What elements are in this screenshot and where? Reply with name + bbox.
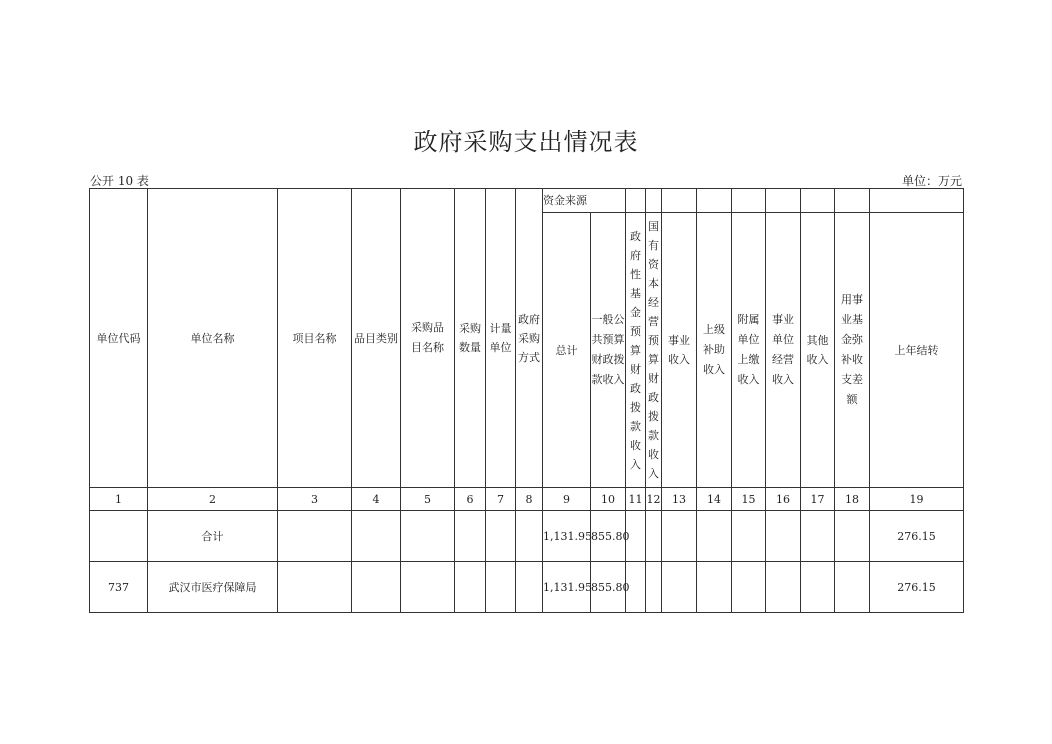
empty-cell: [662, 562, 697, 613]
column-number: 5: [401, 488, 455, 511]
header-business-income: 事业收入: [662, 213, 697, 488]
row-total: 1,131.95: [543, 511, 591, 562]
row-carryover: 276.15: [870, 511, 964, 562]
empty-cell: [766, 562, 801, 613]
empty-cell: [278, 511, 352, 562]
header-spacer: [801, 189, 835, 213]
row-total: 1,131.95: [543, 562, 591, 613]
form-number: 公开 10 表: [90, 174, 149, 188]
empty-cell: [766, 511, 801, 562]
empty-cell: [697, 511, 732, 562]
column-number: 9: [543, 488, 591, 511]
empty-cell: [732, 511, 766, 562]
header-item-category: 品目类别: [352, 189, 401, 488]
row-carryover: 276.15: [870, 562, 964, 613]
empty-cell: [801, 562, 835, 613]
column-number: 10: [591, 488, 626, 511]
empty-cell: [646, 511, 662, 562]
empty-cell: [516, 562, 543, 613]
table-row: [90, 562, 964, 613]
empty-cell: [455, 562, 486, 613]
column-number: 19: [870, 488, 964, 511]
header-superior-subsidy: 上级补助收入: [697, 213, 732, 488]
row-general-budget: 855.80: [591, 562, 626, 613]
header-affiliated-income: 附属单位上缴收入: [732, 213, 766, 488]
header-spacer: [646, 189, 662, 213]
column-number: 1: [90, 488, 148, 511]
header-spacer: [835, 189, 870, 213]
header-spacer: [766, 189, 801, 213]
header-general-budget: 一般公共预算财政拨款收入: [591, 213, 626, 488]
row-unit-name: 合计: [148, 511, 278, 562]
empty-cell: [486, 562, 516, 613]
empty-cell: [835, 562, 870, 613]
empty-cell: [732, 562, 766, 613]
empty-cell: [455, 511, 486, 562]
header-spacer: [732, 189, 766, 213]
row-unit-name: 武汉市医疗保障局: [148, 562, 278, 613]
header-unit-name: 单位名称: [148, 189, 278, 488]
header-spacer: [870, 189, 964, 213]
column-number: 2: [148, 488, 278, 511]
empty-cell: [646, 562, 662, 613]
header-other-income: 其他收入: [801, 213, 835, 488]
header-purchase-method: 政府采购方式: [516, 189, 543, 488]
header-measure-unit: 计量单位: [486, 189, 516, 488]
header-spacer: [697, 189, 732, 213]
empty-cell: [697, 562, 732, 613]
header-fund-source: 资金来源: [543, 189, 626, 213]
header-quantity: 采购数量: [455, 189, 486, 488]
column-number: 7: [486, 488, 516, 511]
row-general-budget: 855.80: [591, 511, 626, 562]
column-number: 18: [835, 488, 870, 511]
column-number: 11: [626, 488, 646, 511]
empty-cell: [401, 511, 455, 562]
header-total: 总计: [543, 213, 591, 488]
empty-cell: [662, 511, 697, 562]
column-number: 4: [352, 488, 401, 511]
header-project-name: 项目名称: [278, 189, 352, 488]
column-number: 12: [646, 488, 662, 511]
column-number: 17: [801, 488, 835, 511]
column-number: 3: [278, 488, 352, 511]
column-number: 14: [697, 488, 732, 511]
page-title: 政府采购支出情况表: [413, 128, 639, 156]
column-number: 15: [732, 488, 766, 511]
header-gov-fund: 政府性基金预算财政拨款收入: [626, 213, 646, 488]
empty-cell: [401, 562, 455, 613]
header-spacer: [626, 189, 646, 213]
empty-cell: [352, 511, 401, 562]
empty-cell: [516, 511, 543, 562]
unit-label: 单位：万元: [901, 174, 962, 188]
empty-cell: [486, 511, 516, 562]
column-number: 13: [662, 488, 697, 511]
header-carryover: 上年结转: [870, 213, 964, 488]
header-state-capital: 国有资本经营预算财政拨款收入: [646, 213, 662, 488]
header-unit-code: 单位代码: [90, 189, 148, 488]
column-number: 6: [455, 488, 486, 511]
table-row: [90, 511, 964, 562]
row-unit-code: 737: [90, 562, 148, 613]
row-unit-code: [90, 511, 148, 562]
header-fund-balance: 用事业基金弥补收支差额: [835, 213, 870, 488]
column-number: 8: [516, 488, 543, 511]
header-spacer: [662, 189, 697, 213]
empty-cell: [801, 511, 835, 562]
header-item-name: 采购品目名称: [401, 189, 455, 488]
empty-cell: [278, 562, 352, 613]
empty-cell: [352, 562, 401, 613]
empty-cell: [835, 511, 870, 562]
procurement-table: [89, 188, 964, 613]
column-number: 16: [766, 488, 801, 511]
header-operating-income: 事业单位经营收入: [766, 213, 801, 488]
